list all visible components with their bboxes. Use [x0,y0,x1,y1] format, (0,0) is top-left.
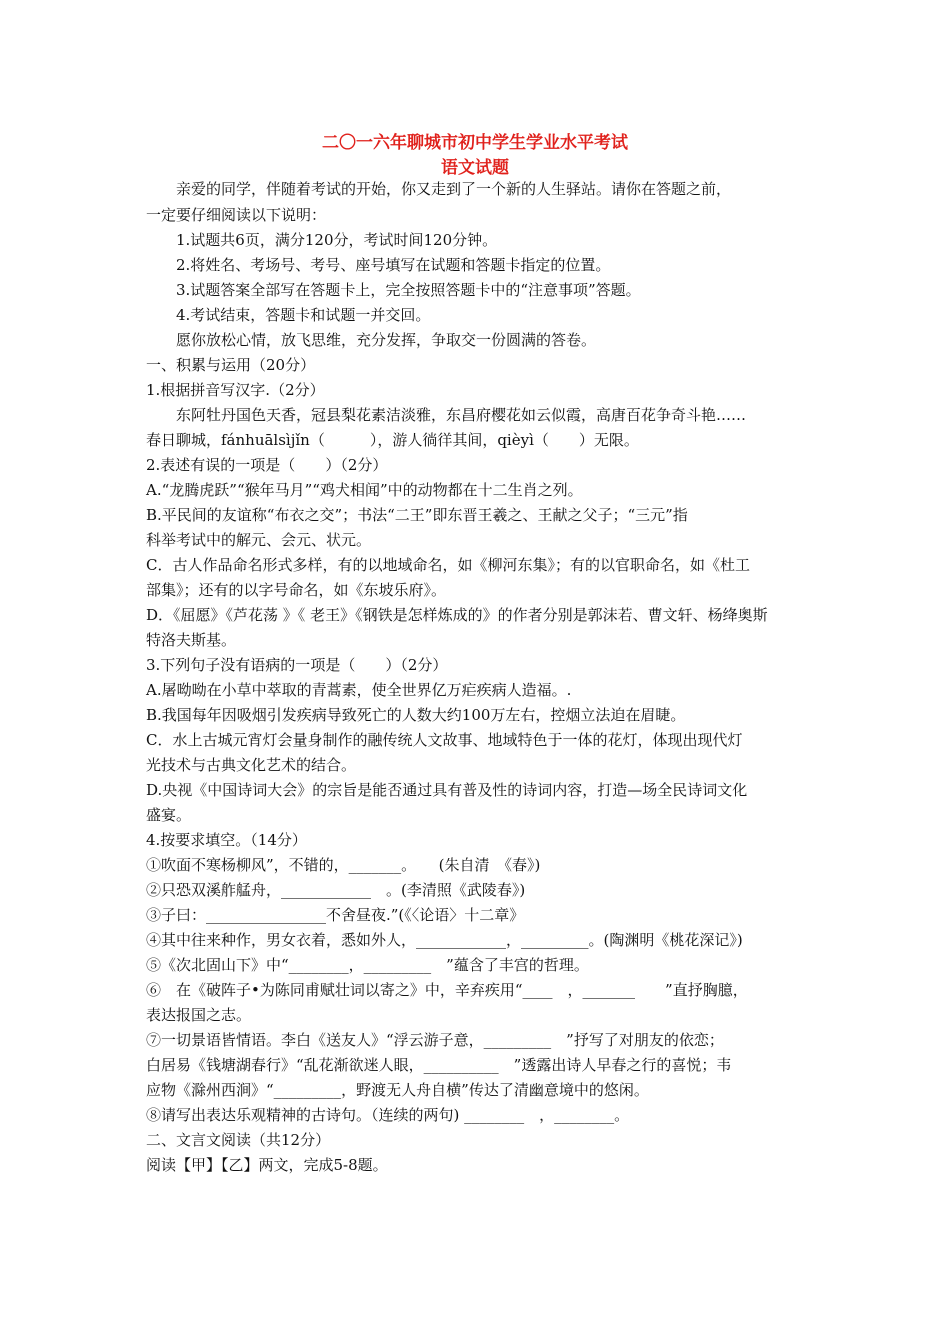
instruction-item: 2.将姓名、考场号、考号、座号填写在试题和答题卡指定的位置。 [176,256,611,274]
option-d: 盛宴。 [146,806,192,824]
question-text: 东阿牡丹国色天香，冠县梨花素洁淡雅，东昌府樱花如云似霞，高唐百花争奇斗艳…… [176,406,747,424]
fill-item: ②只恐双溪舴艋舟，____________ 。(李清照《武陵春》) [146,881,526,899]
option-d: D．《屈愿》《芦花荡 》《 老王》《钢铁是怎样炼成的》的作者分别是郭沫若、曹文轩、杨绛奥斯 [146,606,768,624]
exam-title: 二〇一六年聊城市初中学生学业水平考试 [322,133,628,153]
option-d: 特洛夫斯基。 [146,631,237,649]
option-c: 部集》；还有的以字号命名，如《东坡乐府》。 [146,581,447,599]
fill-item: ⑤《次北固山下》中“________，_________ ”蕴含了丰宫的哲理。 [146,956,589,974]
question-text: 春日聊城，fánhuālsìjǐn（ ），游人徜徉其间，qièyì（ ）无限。 [146,431,639,449]
intro-closing: 愿你放松心情，放飞思维，充分发挥，争取交一份圆满的答卷。 [176,331,597,349]
instruction-item: 4.考试结束，答题卡和试题一并交回。 [176,306,431,324]
fill-item: 白居易《钱塘湖春行》“乱花渐欲迷人眼，__________ ”透露出诗人早春之行的喜悦；韦 [146,1056,732,1074]
option-a: A.“龙腾虎跃”“猴年马月”“鸡犬相闻”中的动物都在十二生肖之列。 [146,481,583,499]
option-b: 科举考试中的解元、会元、状元。 [146,531,372,549]
intro-line: 一定要仔细阅读以下说明： [146,206,327,224]
option-d: D.央视《中国诗词大会》的宗旨是能否通过具有普及性的诗词内容，打造—场全民诗词文化 [146,781,748,799]
option-c: C．古人作品命名形式多样，有的以地域命名，如《柳河东集》；有的以官职命名，如《杜工 [146,556,750,574]
question-1: 1.根据拼音写汉字.（2分） [146,381,325,399]
option-a: A.屠呦呦在小草中萃取的青蒿素，使全世界亿万疟疾病人造福。. [146,681,572,699]
option-b: B.我国每年因吸烟引发疾病导致死亡的人数大约100万左右，控烟立法迫在眉睫。 [146,706,686,724]
fill-item: 表达报国之志。 [146,1006,252,1024]
fill-item: ④其中往来种作，男女衣着，悉如外人，____________，_________。(陶渊明《桃花深记》) [146,931,743,949]
intro-line: 亲爱的同学，伴随着考试的开始，你又走到了一个新的人生驿站。请你在答题之前， [176,180,732,198]
option-c: 光技术与古典文化艺术的结合。 [146,756,357,774]
fill-item: ③子曰：________________不舍昼夜.”(《〈论语〉十二章》 [146,906,525,924]
instruction-item: 3.试题答案全部写在答题卡上，完全按照答题卡中的“注意事项”答题。 [176,281,641,299]
section-heading: 二、文言文阅读（共12分） [146,1131,331,1149]
fill-item: ⑧请写出表达乐观精神的古诗句。（连续的两句) ________ ，________。 [146,1106,630,1124]
section-heading: 一、积累与运用（20分） [146,356,316,374]
fill-item: ⑦一切景语皆情语。李白《送友人》“浮云游子意，_________ ”抒写了对朋友的依恋； [146,1031,724,1049]
instruction-item: 1.试题共6页，满分120分，考试时间120分钟。 [176,231,498,249]
question-3: 3.下列句子没有语病的一项是（ ）（2分） [146,656,448,674]
option-c: C．水上古城元宵灯会量身制作的融传统人文故事、地域特色于一体的花灯，体现出现代灯 [146,731,743,749]
option-b: B.平民间的友谊称“布衣之交”；书法“二王”即东晋王羲之、王献之父子；“三元”指 [146,506,688,524]
fill-item: ⑥ 在《破阵子•为陈同甫赋壮词以寄之》中，辛弃疾用“____ ，_______ ”直抒胸臆， [146,981,748,999]
fill-item: ①吹面不寒杨柳风”，不错的，_______。 (朱自清 《春》) [146,856,541,874]
exam-subtitle: 语文试题 [441,158,509,178]
fill-item: 应物《滁州西涧》“_________，野渡无人舟自横”传达了清幽意境中的悠闲。 [146,1081,649,1099]
question-4: 4.按要求填空。（14分） [146,831,307,849]
reading-instruction: 阅读【甲】【乙】两文，完成5-8题。 [146,1156,388,1174]
question-2: 2.表述有误的一项是（ ）（2分） [146,456,388,474]
